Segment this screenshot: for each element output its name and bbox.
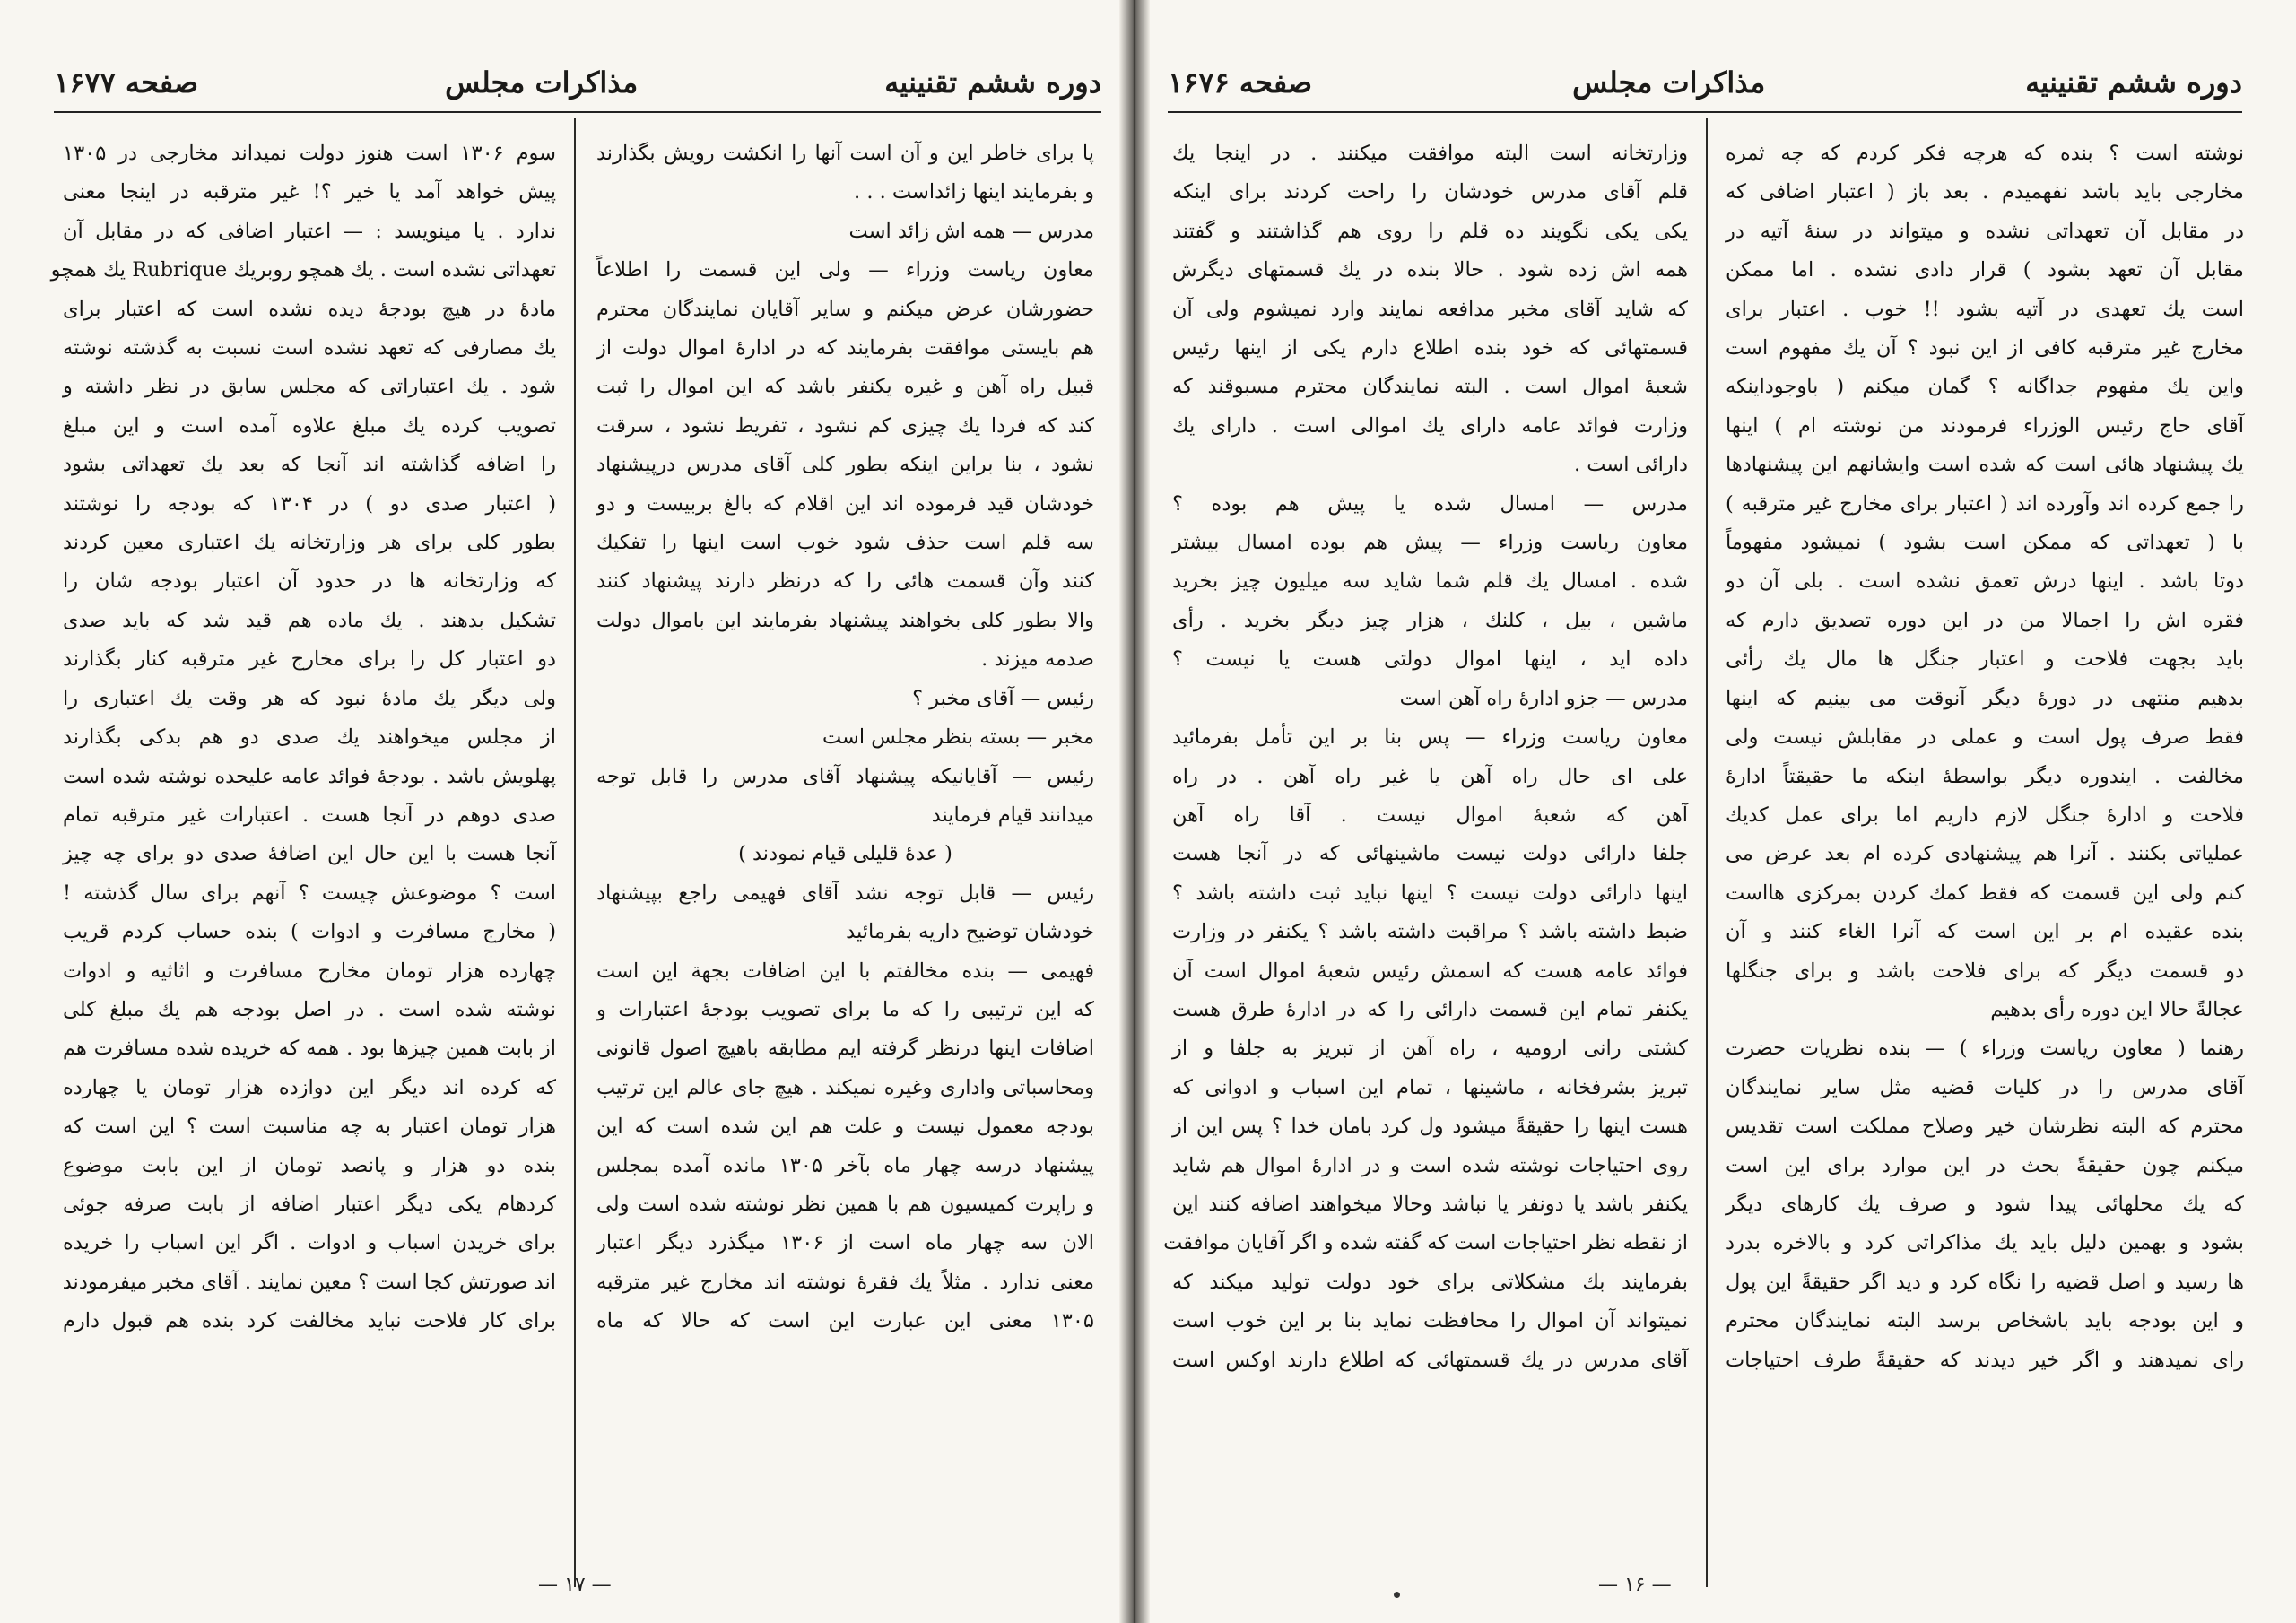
text-line: رهنما ( معاون ریاست وزراء ) — بنده نظریات حضرت [1726, 1037, 2244, 1061]
text-line: یك مصارفی که تعهد نشده است نسبت به گذشته نوشته [63, 336, 556, 360]
text-line: میکنم چون حقیقةً بحث در این موارد برای این است [1726, 1153, 2244, 1177]
text-line: سوم ۱۳۰۶ است هنوز دولت نمیداند مخارجی در ۱۳۰۵ [63, 142, 557, 165]
text-line: بطور کلی برای هر وزارتخانه یك اعتباری معین کردند [63, 531, 556, 555]
text-line: نمیتواند آن اموال را محافظت نماید بنا بر این خوب است [1172, 1309, 1688, 1333]
text-line: آقای حاج رئیس الوزراء فرمودند من نوشته ام ) اینها [1726, 413, 2244, 438]
text-line: که وزارتخانه ها در حدود آن اعتبار بودجه شان را [63, 569, 556, 594]
text-line: هم بایستی موافقت بفرمایند که در ادارهٔ اموال دولت از [596, 336, 1094, 360]
text-column-right [1726, 135, 2244, 1560]
text-line: ولی دیگر یك مادهٔ نبود که هر وقت یك اعتباری را [63, 686, 556, 710]
text-line: و این بودجه باید باشخاص برسد البته نمایندگان محترم [1726, 1309, 2244, 1333]
text-line: است ؟ موضوعش چیست ؟ آنهم برای سال گذشته ! [63, 881, 556, 905]
text-line: یکی یکی نگویند ده قلم را روی هم گذاشتند و گفتند [1172, 219, 1688, 243]
text-column-left [1163, 135, 1688, 1560]
text-line: دوتا باشد . اینها درش تعمق نشده است . بلی آن دو [1726, 569, 2244, 594]
text-line: خودشان قید فرموده اند این اقلام که بالغ بربیست و دو [596, 491, 1094, 516]
text-line: که کرده اند دیگر این دوازده هزار تومان یا چهارده [63, 1075, 556, 1099]
text-line: شعبهٔ اموال است . البته نمایندگان محترم مسبوقند که [1172, 375, 1688, 399]
text-line: اینها دارائی دولت نیست ؟ اینها نباید ثبت داشته باشد ؟ [1172, 881, 1688, 905]
text-line: کشتی رانی ارومیه ، راه آهن از تبریز به جلفا و از [1172, 1037, 1688, 1061]
text-line: واین یك مفهوم جداگانه ؟ گمان میکنم ( باوجوداینکه [1726, 375, 2244, 399]
text-line: از مجلس میخواهند یك صدی دو هم بدکی بگذارند [63, 725, 556, 750]
text-line: عجالةً حالا این دوره رأی بدهیم [1990, 997, 2244, 1021]
text-line: از بابت همین چیزها بود . همه که خریده شده مسافرت هم [63, 1037, 556, 1061]
text-line: برای خریدن اسباب و ادوات . اگر این اسباب را خریده [63, 1231, 556, 1255]
text-line: علی ای حال راه آهن یا غیر راه آهن . در راه [1172, 764, 1688, 788]
text-line: ( اعتبار صدی دو ) در ۱۳۰۴ که بودجه را نوشتند [63, 491, 556, 516]
text-line: دو قسمت دیگر که برای فلاحت باشد و برای جنگلها [1726, 959, 2244, 983]
text-line: وزارتخانه است البته موافقت میکنند . در اینجا یك [1172, 142, 1688, 165]
text-line: بنده عقیده ام بر این است که آنرا الغاء کنند و آن [1726, 920, 2244, 944]
page-title: مذاکرات مجلس [445, 65, 639, 100]
text-line: مخبر — بسته بنظر مجلس است [822, 725, 1094, 750]
page-number-label: صفحه ۱۶۷۶ [1168, 65, 1313, 100]
text-line: قبیل راه آهن و غیره یکنفر باشد که این اموال را ثبت [596, 375, 1094, 399]
text-line: پهلویش باشد . بودجهٔ فوائد عامه علیحده نوشته شده است [63, 764, 556, 788]
text-line: محترم که البته نظرشان خیر وصلاح مملکت است تقدیس [1726, 1115, 2244, 1139]
page-title: مذاکرات مجلس [1572, 65, 1766, 100]
text-line: پا برای خاطر این و آن است آنها را انکشت رویش بگذارند [596, 142, 1094, 165]
text-line: پیش خواهد آمد یا خیر ؟! غیر مترقبه در اینجا معنی [63, 180, 556, 204]
text-line: تشکیل بدهند . یك ماده هم قید شد که باید صدی [63, 608, 556, 632]
header-rule [1168, 111, 2242, 113]
text-line: ندارد . یا مینویسد : — اعتبار اضافی که در مقابل آن [63, 219, 556, 243]
column-divider [1706, 118, 1708, 1587]
text-line: ( مخارج مسافرت و ادوات ) بنده حساب کردم قریب [63, 920, 556, 944]
text-line: و راپرت کمیسیون هم با همین نظر نوشته شده است ولی [596, 1192, 1094, 1216]
text-line: هزار تومان اعتبار به چه مناسبت است ؟ این است که [63, 1115, 556, 1139]
text-line: بفرمایند بك مشکلاتی برای خود دولت تولید میکند که [1172, 1270, 1688, 1294]
text-line: نوشته شده است . در اصل بودجه هم یك مبلغ کلی [63, 997, 556, 1021]
text-line: مدرس — جزو ادارهٔ راه آهن است [1399, 686, 1688, 710]
page-session-label: دوره ششم تقنینیه [2025, 65, 2242, 100]
text-line: اضافات اینها درنظر گرفته ایم مطابقه باهیچ اصول قانونی [596, 1037, 1094, 1061]
text-line: آقای مدرس در یك قسمتهائی که اطلاع دارند اوکس است [1172, 1348, 1688, 1372]
text-line: مخالفت . ایندوره دیگر بواسطهٔ اینکه ما حقیقتاً ادارهٔ [1726, 764, 2244, 788]
page-number-label: صفحه ۱۶۷۷ [54, 65, 199, 100]
text-line: همه اش زده شود . حالا بنده در یك قسمتهای دیگرش [1172, 258, 1688, 282]
page-footer: — ۱۷ — [538, 1574, 612, 1596]
text-line: جلفا دارائی دولت نیست ماشینهائی که در آنجا هست [1172, 842, 1688, 866]
text-line: معنی ندارد . مثلاً یك فقرهٔ نوشته اند مخارج غیر مترقبه [596, 1270, 1094, 1294]
text-line: مدرس — امسال شده یا پیش هم بوده ؟ [1172, 491, 1688, 516]
text-line: با ( تعهداتی که ممکن است بشود ) نمیشود مفهوماً [1726, 531, 2244, 555]
header-rule [54, 111, 1101, 113]
left-page-header [54, 56, 1101, 109]
text-line: قلم آقای مدرس خودشان را راحت کردند برای اینکه [1172, 180, 1688, 204]
text-line: عملیاتی بکنند . آنرا هم پیشنهادی کرده ام بعد عرض می [1726, 842, 2244, 866]
text-line: بشود و بهمین دلیل باید یك مذاکراتی کرد و بالاخره بدرد [1726, 1231, 2244, 1255]
text-line: کنم ولی این قسمت که فقط کمك کردن بمرکزی هااست [1726, 881, 2244, 905]
text-line: صدمه میزند . [981, 647, 1094, 672]
text-line: نوشته است ؟ بنده که هرچه فکر کردم که چه ثمره [1726, 142, 2244, 165]
text-line: تبریز بشرفخانه ، ماشینها ، تمام این اسباب و ادوانی که [1172, 1075, 1688, 1099]
text-line: یك پیشنهاد هائی است که شده است وایشانهم این پیشنهادها [1726, 453, 2244, 477]
text-line: دارائی است . [1573, 453, 1688, 477]
text-line: مدرس — همه اش زائد است [848, 219, 1094, 243]
column-divider [574, 118, 576, 1587]
text-line: وزارت فوائد عامه دارای یك اموالی است . دارای یك [1172, 413, 1688, 438]
text-line: صدی دوهم در آنجا هست . اعتبارات غیر مترقبه تمام [63, 803, 556, 827]
text-line: و بفرمایند اینها زائداست . . . [854, 180, 1094, 204]
text-line: فقط صرف پول است و عملی در مقابلش نیست ولی [1726, 725, 2244, 750]
text-line: پیشنهاد درسه چهار ماه بآخر ۱۳۰۵ مانده آمده بمجلس [596, 1153, 1095, 1177]
text-line: نشود ، بنا براین اینکه بطور کلی آقای مدرس درپیشنهاد [596, 453, 1094, 477]
text-line: رئیس — قابل توجه نشد آقای فهیمی راجع بپیشنهاد [596, 881, 1094, 905]
text-line: قسمتهائی که خود بنده اطلاع دارم یکی از اینها رئیس [1172, 336, 1688, 360]
text-line: مقابل آن تعهد بشود ) قرار دادی نشده . اما ممکن [1726, 258, 2244, 282]
right-page [1132, 0, 2296, 1623]
text-line: معاون ریاست وزراء — ولی این قسمت را اطلاعاً [596, 258, 1094, 282]
text-line: که یك محلهائی پیدا شود و صرف یك کارهای دیگر [1726, 1192, 2244, 1216]
left-page [0, 0, 1132, 1623]
text-line: که شاید آقای مخبر مدافعه نمایند وارد نمیشوم ولی آن [1172, 297, 1688, 321]
text-line: برای کار فلاحت نباید مخالفت کرد بنده هم قبول دارم [63, 1309, 556, 1333]
text-line: هست اینها را حقیقةً میشود ول کرد بامان خدا ؟ پس این از [1172, 1115, 1688, 1139]
text-line: باید بجهت فلاحت و اعتبار جنگل ها مال یك رأئی [1726, 647, 2244, 672]
page-dot [1394, 1592, 1400, 1598]
text-line: الان سه چهار ماه است از ۱۳۰۶ میگذرد دیگر اعتبار [596, 1231, 1094, 1255]
text-line: شده . امسال یك قلم شما شاید سه میلیون چیز بخرید [1172, 569, 1688, 594]
text-line: آهن که شعبهٔ اموال نیست . آقا راه آهن [1172, 803, 1688, 827]
text-line: سه قلم است حذف شود خوب است اینها را تفکیك [596, 531, 1094, 555]
text-line: معاون ریاست وزراء — پیش هم بوده امسال بیشتر [1172, 531, 1688, 555]
text-line: کنند وآن قسمت هائی را که درنظر دارند پیشنهاد کنند [596, 569, 1094, 594]
text-line: تعهداتی نشده است . یك همچو روبریك Rubrique یك همچو [50, 258, 556, 282]
right-page-header [1168, 56, 2242, 109]
text-line: والا بطور کلی بخواهند پیشنهاد بفرمایند این باموال دولت [596, 608, 1094, 632]
page-session-label: دوره ششم تقنینیه [884, 65, 1101, 100]
text-line: شود . یك اعتباراتی که مجلس سابق در نظر داشته و [63, 375, 556, 399]
text-line: بدهیم منتهی در دورهٔ دیگر آنوقت می بینیم که اینها [1726, 686, 2244, 710]
text-line: که این ترتیبی را که ما برای تصویب بودجهٔ اعتبارات و [596, 997, 1094, 1021]
text-line: ضبط داشته باشد ؟ مراقبت داشته باشد ؟ یکنفر در وزارت [1172, 920, 1688, 944]
text-line: آقای مدرس را در کلیات قضیه مثل سایر نمایندگان [1726, 1075, 2244, 1099]
text-column-left [50, 135, 557, 1560]
text-line: ومحاسباتی واداری وغیره نمیکند . هیچ جای عالم این ترتیب [596, 1075, 1094, 1099]
page-footer: — ۱۶ — [1598, 1574, 1672, 1596]
text-line: از نقطه نظر احتیاجات است که گفته شده و اگر آقایان موافقت [1163, 1231, 1688, 1255]
text-line: رای نمیدهند و اگر خیر دیدند که حقیقةً طرف احتیاجات [1726, 1348, 2244, 1372]
text-line: را جمع کرده اند وآورده اند ( اعتبار برای مخارج غیر مترقبه ) [1726, 491, 2244, 516]
book-gutter [1119, 0, 1150, 1623]
text-line: حضورشان عرض میکنم و سایر آقایان نمایندگان محترم [596, 297, 1094, 321]
text-line: فوائد عامه هست که اسمش رئیس شعبهٔ اموال است آن [1172, 959, 1688, 983]
text-line: معاون ریاست وزراء — پس بنا بر این تأمل بفرمائید [1172, 725, 1688, 750]
text-line: دو اعتبار کل را برای مخارج غیر مترقبه کنار بگذارند [63, 647, 556, 672]
text-line: اند صورتش کجا است ؟ معین نمایند . آقای مخبر میفرمودند [62, 1270, 556, 1294]
text-line: تصویب کرده یك مبلغ علاوه آمده است و این مبلغ [63, 413, 556, 438]
text-line: را اضافه گذاشته اند آنجا که بعد یك تعهداتی بشود [63, 453, 556, 477]
text-column-right [596, 135, 1094, 1560]
text-line: میدانند قیام فرمایند [931, 803, 1094, 827]
text-line: مخارج غیر مترقبه کافی از این نبود ؟ آن یك مفهوم است [1726, 336, 2244, 360]
text-line: کردهام یکی دیگر اعتبار اضافه از بابت صرفه جوئی [63, 1192, 556, 1216]
text-line: فلاحت و ادارهٔ جنگل لازم داریم اما برای عمل کدیك [1726, 803, 2244, 827]
text-line: ها رسید و اصل قضیه را نگاه کرد و دید اگر حقیقةً این پول [1726, 1270, 2244, 1294]
text-line: چهارده هزار تومان مخارج مسافرت و اثاثیه و ادوات [63, 959, 556, 983]
text-line: داده اید ، اینها اموال دولتی هست یا نیست ؟ [1172, 647, 1688, 672]
text-line: کند که فردا یك چیزی کم نشود ، تفریط نشود ، سرقت [596, 413, 1094, 438]
text-line: در مقابل آن تعهداتی نشده و میتواند در سنهٔ آتیه در [1726, 219, 2244, 243]
text-line: است یك تعهدی در آتیه بشود !! خوب . اعتبار برای [1726, 297, 2244, 321]
text-line: رئیس — آقایانیکه پیشنهاد آقای مدرس را قابل توجه [596, 764, 1094, 788]
text-line: خودشان توضیح داریه بفرمائید [846, 920, 1094, 944]
text-line: ۱۳۰۵ معنی این عبارت این است که حالا که ماه [596, 1309, 1094, 1333]
text-line: فهیمی — بنده مخالفتم با این اضافات بجهة این است [596, 959, 1094, 983]
text-line: یکنفر تمام این قسمت دارائی را که در ادارهٔ طرق هست [1172, 997, 1688, 1021]
text-line: بودجه معمول نیست و علت هم این شده است که این [596, 1115, 1094, 1139]
text-line: ( عدهٔ قلیلی قیام نمودند ) [738, 842, 952, 866]
text-line: فقره اش را اجمالا من در این دوره تصدیق دارم که [1726, 608, 2244, 632]
text-line: رئیس — آقای مخبر ؟ [912, 686, 1094, 710]
text-line: مخارجی باید باشد نفهمیدم . بعد باز ( اعتبار اضافی که [1726, 180, 2244, 204]
text-line: روی احتیاجات نوشته شده است و در ادارهٔ اموال هم شاید [1172, 1153, 1688, 1177]
text-line: یکنفر باشد یا دونفر یا نباشد وحالا میخواهند اضافه کنند این [1172, 1192, 1688, 1216]
text-line: مادهٔ در هیچ بودجهٔ دیده نشده است که اعتبار برای [63, 297, 556, 321]
text-line: آنجا هست با این حال این اضافهٔ صدی دو برای چه چیز [63, 842, 556, 866]
text-line: ماشین ، بیل ، کلنك ، هزار چیز دیگر بخرید . رأی [1172, 608, 1688, 632]
text-line: بنده دو هزار و پانصد تومان از این بابت موضوع [63, 1153, 556, 1177]
